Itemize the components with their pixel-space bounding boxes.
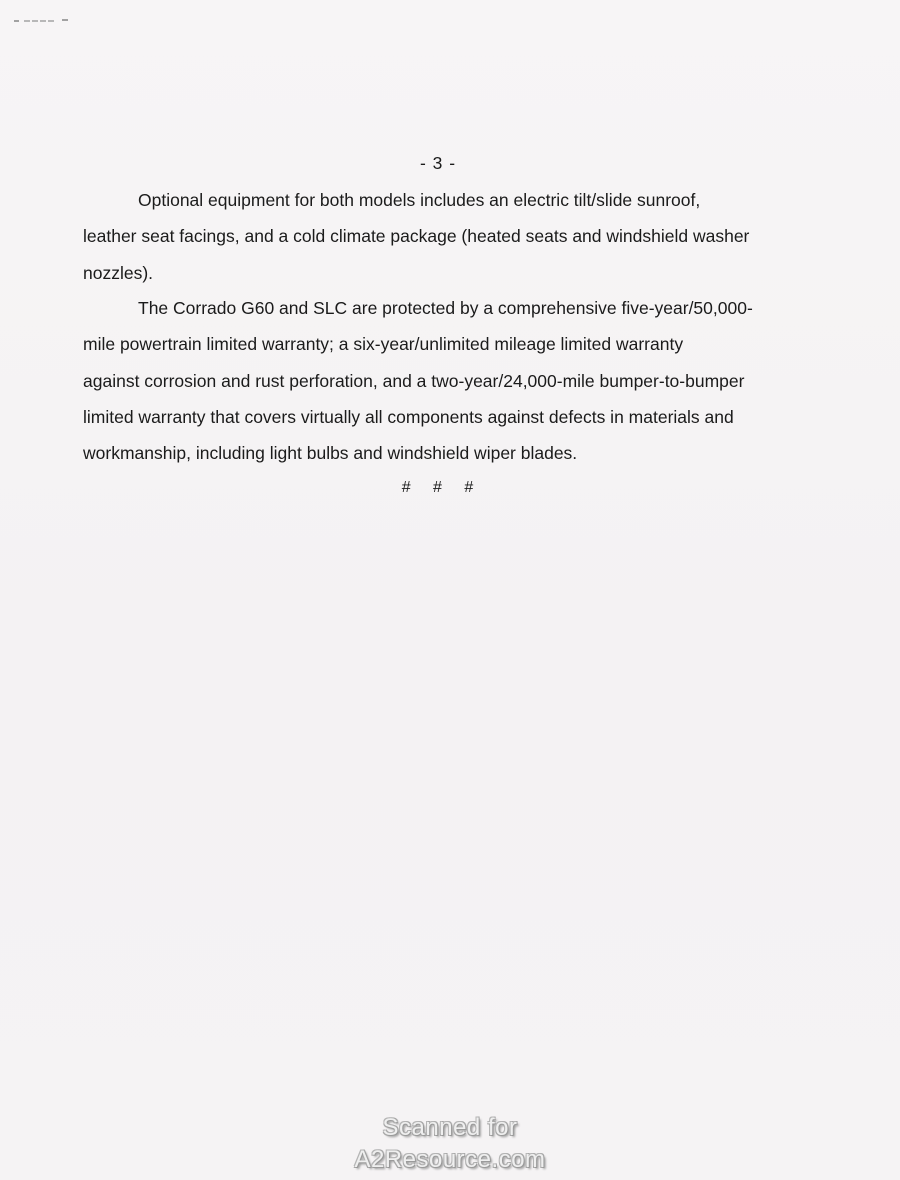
text-line: against corrosion and rust perforation, and a two-year/24,000-mile bumper-to-bumper	[83, 370, 745, 391]
paragraph-optional-equipment	[83, 182, 803, 291]
text-line: limited warranty that covers virtually all components against defects in materials and	[83, 406, 734, 427]
watermark-line-2: A2Resource.com	[354, 1146, 546, 1173]
text-line: nozzles).	[83, 262, 154, 283]
end-of-release-marks: # # #	[401, 479, 474, 496]
staple-mark	[14, 18, 68, 24]
text-line: workmanship, including light bulbs and windshield wiper blades.	[83, 443, 578, 464]
text-line: mile powertrain limited warranty; a six-year/unlimited mileage limited warranty	[83, 334, 684, 355]
text-line: Optional equipment for both models includes an electric tilt/slide sunroof,	[138, 190, 701, 210]
watermark-line-1: Scanned for	[382, 1114, 518, 1141]
text-line: leather seat facings, and a cold climate package (heated seats and windshield washer	[83, 226, 750, 247]
paragraph-warranty	[83, 290, 803, 471]
page-number: - 3 -	[419, 153, 457, 173]
text-line: The Corrado G60 and SLC are protected by a comprehensive five-year/50,000-	[138, 298, 753, 318]
